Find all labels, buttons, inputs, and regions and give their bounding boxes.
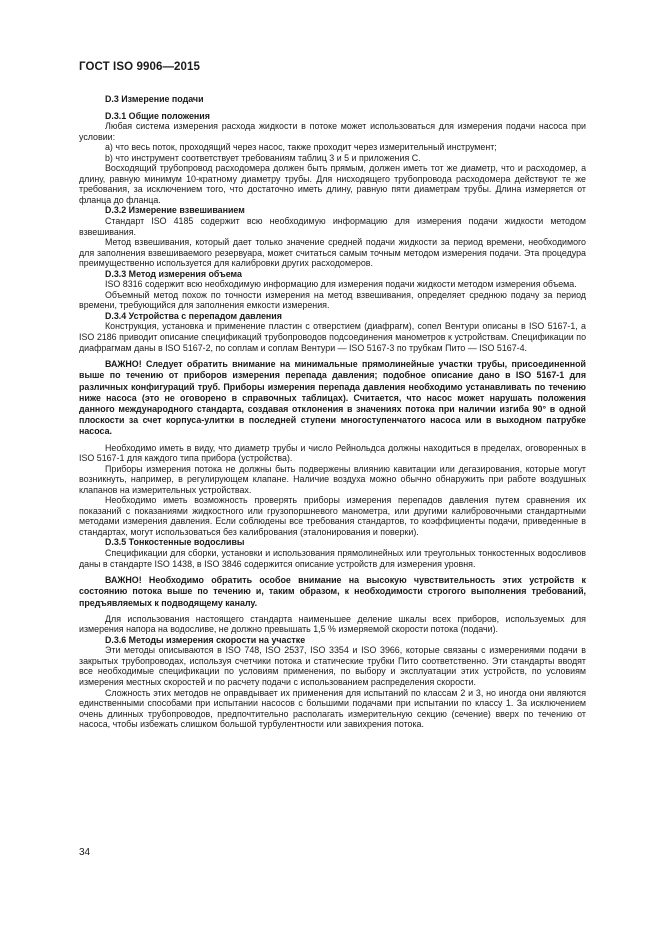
paragraph: Спецификации для сборки, установки и использования прямолинейных или треугольных тонкостенных водосливов даны в стандарте ISO 1438, в ISO 3846 содержится описание устройств для измерения уровня. bbox=[79, 548, 586, 569]
subsection-heading: D.3.6 Методы измерения скорости на участке bbox=[105, 634, 306, 645]
paragraph: Эти методы описываются в ISO 748, ISO 2537, ISO 3354 и ISO 3966, которые связаны с измерениями подачи в закрытых трубопроводах, используя счетчики потока и статические трубки Пито соответственно. Эти стандарты вводят все необходимые спецификации по условиям применения, по выбору и эксплуатации этих устройств, по условиям измерения местных скоростей и по расчету подачи с использованием распределения скорости. bbox=[79, 645, 586, 687]
subsection-heading: D.3.5 Тонкостенные водосливы bbox=[105, 537, 245, 548]
paragraph: Метод взвешивания, который дает только значение средней подачи жидкости за период времени, необходимого для заполнения взвешиваемого резервуара, может считаться самым точным методом измерения подачи. Эта процедура преимущественно используется для калибровки других расходомеров. bbox=[79, 237, 586, 269]
subsection-heading: D.3.4 Устройства с перепадом давления bbox=[105, 310, 282, 321]
paragraph: Стандарт ISO 4185 содержит всю необходимую информацию для измерения подачи жидкости методом взвешивания. bbox=[79, 216, 586, 237]
subsection-heading: D.3.1 Общие положения bbox=[105, 110, 210, 121]
paragraph: а) что весь поток, проходящий через насос, также проходит через измерительный инструмент; bbox=[105, 142, 497, 153]
paragraph: Приборы измерения потока не должны быть подвержены влиянию кавитации или дегазирования, которые могут возникнуть, например, в регулирующем клапане. Наличие воздуха можно обычно обнаружить при работе воздушных клапанов на измерительных устройствах. bbox=[79, 463, 586, 495]
standard-header: ГОСТ ISO 9906—2015 bbox=[79, 61, 201, 73]
subsection-heading: D.3.3 Метод измерения объема bbox=[105, 268, 242, 279]
paragraph: Восходящий трубопровод расходомера должен быть прямым, должен иметь тот же диаметр, что и расходомер, а длину, равную минимум 10-кратному диаметру трубы. Для нисходящего трубопровода расходомера действуют те же требования, за исключением того, что достаточно иметь длину, равную пяти диаметрам трубы. Длина измеряется от фланца до фланца. bbox=[79, 163, 586, 205]
paragraph: b) что инструмент соответствует требованиям таблиц 3 и 5 и приложения С. bbox=[105, 152, 421, 163]
page-number: 34 bbox=[79, 847, 91, 858]
section-heading: D.3 Измерение подачи bbox=[105, 94, 204, 104]
paragraph: ISO 8316 содержит всю необходимую информацию для измерения подачи жидкости методом измерения объема. bbox=[105, 279, 577, 290]
important-note: ВАЖНО! Необходимо обратить особое внимание на высокую чувствительность этих устройств к состоянию потока выше по течению и, таким образом, к необходимости строгого выполнения требований, предъявляемых к подводящему каналу. bbox=[79, 575, 586, 608]
paragraph: Конструкция, установка и применение пластин с отверстием (диафрагм), сопел Вентури описаны в ISO 5167-1, а ISO 2186 приводит описание спецификаций трубопроводов подсоединения манометров к устройствам. Спецификации по диафрагмам даны в ISO 5167-2, по соплам и соплам Вентури — ISO 5167-3 по трубкам Пито — ISO 5167-4. bbox=[79, 321, 586, 353]
paragraph: Объемный метод похож по точности измерения на метод взвешивания, определяет среднюю подачу за период времени, требующийся для заполнения емкости измерения. bbox=[79, 289, 586, 311]
document-body bbox=[79, 94, 586, 730]
paragraph: Для использования настоящего стандарта наименьшее деление шкалы всех приборов, используемых для измерения напора на водосливе, не должно превышать 1,5 % измеряемой скорости потока (подачи). bbox=[79, 613, 586, 635]
paragraph: Необходимо иметь возможность проверять приборы измерения перепадов давления путем сравнения их показаний с показаниями жидкостного или грузопоршневого манометра, или другими калибровочными стандартными методами измерения давления. Если соблюдены все требования стандартов, то коэффициенты подачи, приведенные в стандартах, могут использоваться без калибрования (эталонирования и поверки). bbox=[79, 495, 586, 537]
paragraph: Сложность этих методов не оправдывает их применения для испытаний по классам 2 и 3, но иногда они являются единственными способами при испытании насосов с большими подачами при испытании по классу 1. За исключением очень длинных трубопроводов, предпочтительно располагать измерительную секцию (сечение) вверх по течению от насоса, чтобы избежать слишком большой турбулентности или завихрения потока. bbox=[79, 687, 586, 730]
paragraph: Любая система измерения расхода жидкости в потоке может использоваться для измерения подачи насоса при условии: bbox=[79, 121, 586, 142]
paragraph: Необходимо иметь в виду, что диаметр трубы и число Рейнольдса должны находиться в пределах, оговоренных в ISO 5167-1 для каждого типа прибора (устройства). bbox=[79, 442, 586, 464]
subsection-heading: D.3.2 Измерение взвешиванием bbox=[105, 205, 245, 216]
important-note: ВАЖНО! Следует обратить внимание на минимальные прямолинейные участки трубы, присоединенной выше по течению от приборов измерения перепада давления; подобное описание дано в ISO 5167-1 для различных конфигураций труб. Приборы измерения перепада давления необходимо устанавливать по течению ниже насоса (это не оговорено в справочных таблицах). Считается, что насос может нарушать положения данного международного стандарта, создавая отклонения в значениях потока при наличии изгиба 90° в одной плоскости за счет корпуса-улитки в последней ступени многоступенчатого насоса или в выходном патрубке насоса. bbox=[79, 359, 586, 437]
